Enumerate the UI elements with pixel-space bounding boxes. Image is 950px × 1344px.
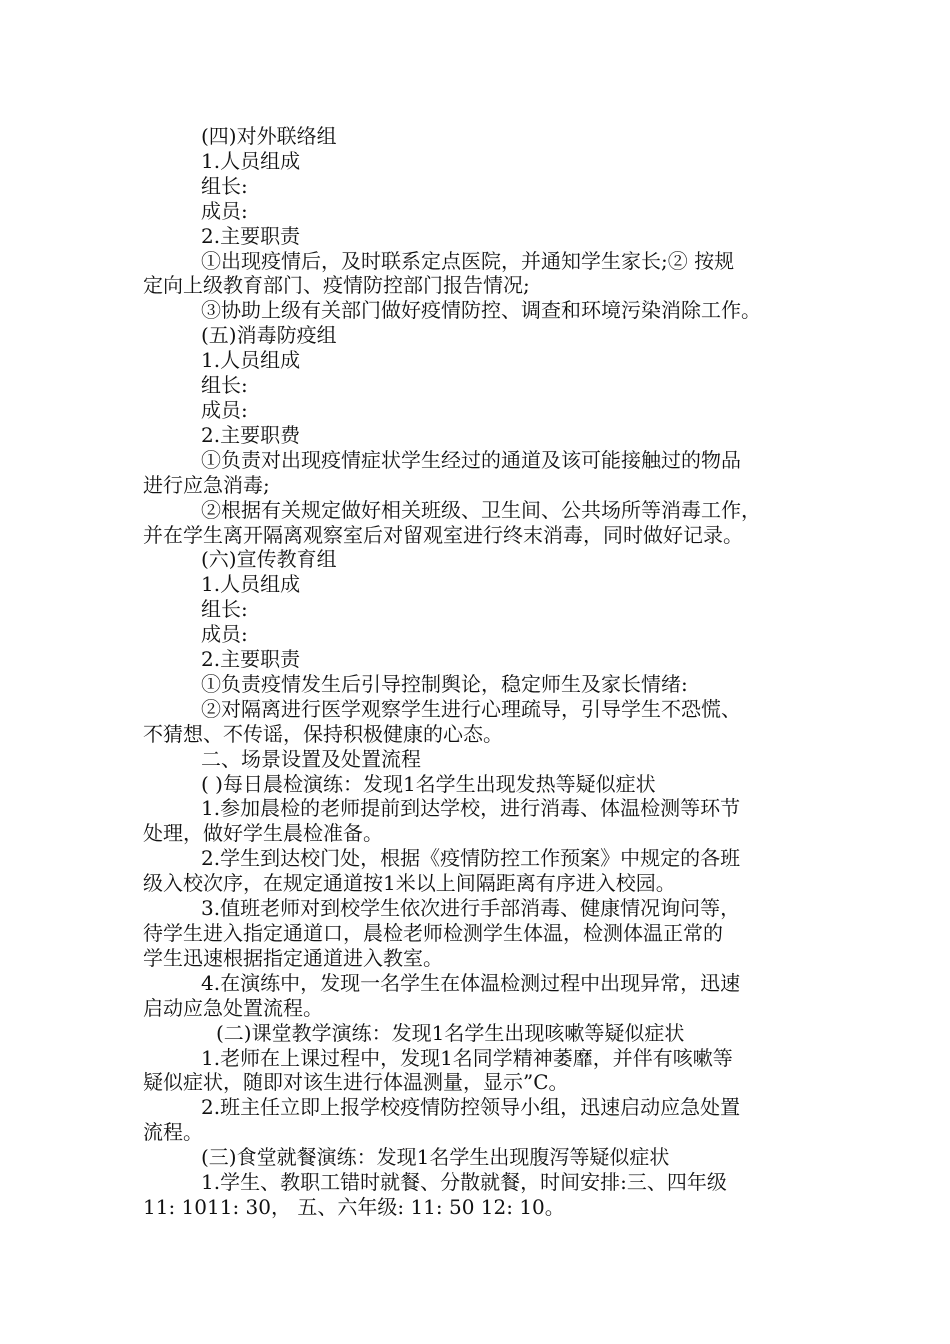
text-line: 定向上级教育部门、疫情防控部门报告情况; [143, 273, 530, 298]
text-line: 进行应急消毒; [143, 472, 270, 497]
text-line: 成员: [201, 397, 248, 422]
section-heading: (四)对外联络组 [201, 124, 337, 148]
text-line: ②根据有关规定做好相关班级、卫生间、公共场所等消毒工作， [201, 497, 761, 522]
text-line: ①出现疫情后，及时联系定点医院，并通知学生家长;② 按规 [201, 248, 735, 273]
text-line: 4.在演练中，发现一名学生在体温检测过程中出现异常，迅速 [201, 970, 741, 995]
text-line: 1.人员组成 [201, 572, 301, 597]
text-line: 组长: [201, 597, 248, 622]
text-line: 2.学生到达校门处，根据《疫情防控工作预案》中规定的各班 [201, 846, 741, 871]
text-line: 不猜想、不传谣，保持积极健康的心态。 [143, 721, 503, 746]
text-line: 组长: [201, 173, 248, 198]
subsection-heading: ( )每日晨检演练：发现1名学生出现发热等疑似症状 [201, 771, 656, 796]
text-line: 并在学生离开隔离观察室后对留观室进行终末消毒，同时做好记录。 [143, 522, 743, 547]
text-line: 学生迅速根据指定通道进入教室。 [143, 945, 443, 970]
text-line: 1.老师在上课过程中，发现1名同学精神萎靡，并伴有咳嗽等 [201, 1045, 733, 1070]
text-line: 2.主要职责 [201, 647, 301, 672]
document-body [143, 124, 823, 1220]
text-line: ①负责对出现疫情症状学生经过的通道及该可能接触过的物品 [201, 447, 741, 472]
text-line: 疑似症状，随即对该生进行体温测量，显示”C。 [143, 1070, 569, 1095]
subsection-heading: (二)课堂教学演练：发现1名学生出现咳嗽等疑似症状 [216, 1020, 685, 1045]
text-line: 1.人员组成 [201, 348, 301, 373]
text-line: 成员: [201, 198, 248, 223]
section-heading: (五)消毒防疫组 [201, 323, 337, 348]
text-line: 待学生进入指定通道口，晨检老师检测学生体温，检测体温正常的 [143, 921, 723, 945]
text-line: 1.人员组成 [201, 148, 301, 173]
text-line: 成员: [201, 622, 248, 647]
text-line: 组长: [201, 373, 248, 398]
text-line: 3.值班老师对到校学生依次进行手部消毒、健康情况询问等， [201, 896, 741, 921]
text-line: 2.班主任立即上报学校疫情防控领导小组，迅速启动应急处置 [201, 1095, 741, 1120]
section-heading: 二、场景设置及处置流程 [201, 746, 421, 771]
text-line: ①负责疫情发生后引导控制舆论，稳定师生及家长情绪: [201, 671, 688, 696]
text-line: ②对隔离进行医学观察学生进行心理疏导，引导学生不恐慌、 [201, 696, 741, 721]
text-line: 级入校次序，在规定通道按1米以上间隔距离有序进入校园。 [143, 871, 676, 896]
text-line: 2.主要职责 [201, 223, 301, 248]
subsection-heading: (三)食堂就餐演练：发现1名学生出现腹泻等疑似症状 [201, 1145, 670, 1170]
text-line: 启动应急处置流程。 [143, 995, 323, 1020]
text-line: 1.参加晨检的老师提前到达学校，进行消毒、体温检测等环节 [201, 796, 741, 821]
text-line: 2.主要职费 [201, 422, 301, 447]
text-line: 1.学生、教职工错时就餐、分散就餐，时间安排:三、四年级 [201, 1170, 727, 1195]
text-line: 流程。 [143, 1120, 203, 1145]
text-line: 11: 1011: 30， 五、六年级: 11: 50 12: 10。 [143, 1194, 565, 1219]
text-line: 处理，做好学生晨检准备。 [143, 821, 383, 846]
text-line: ③协助上级有关部门做好疫情防控、调查和环境污染消除工作。 [201, 298, 761, 323]
section-heading: (六)宣传教育组 [201, 547, 337, 572]
